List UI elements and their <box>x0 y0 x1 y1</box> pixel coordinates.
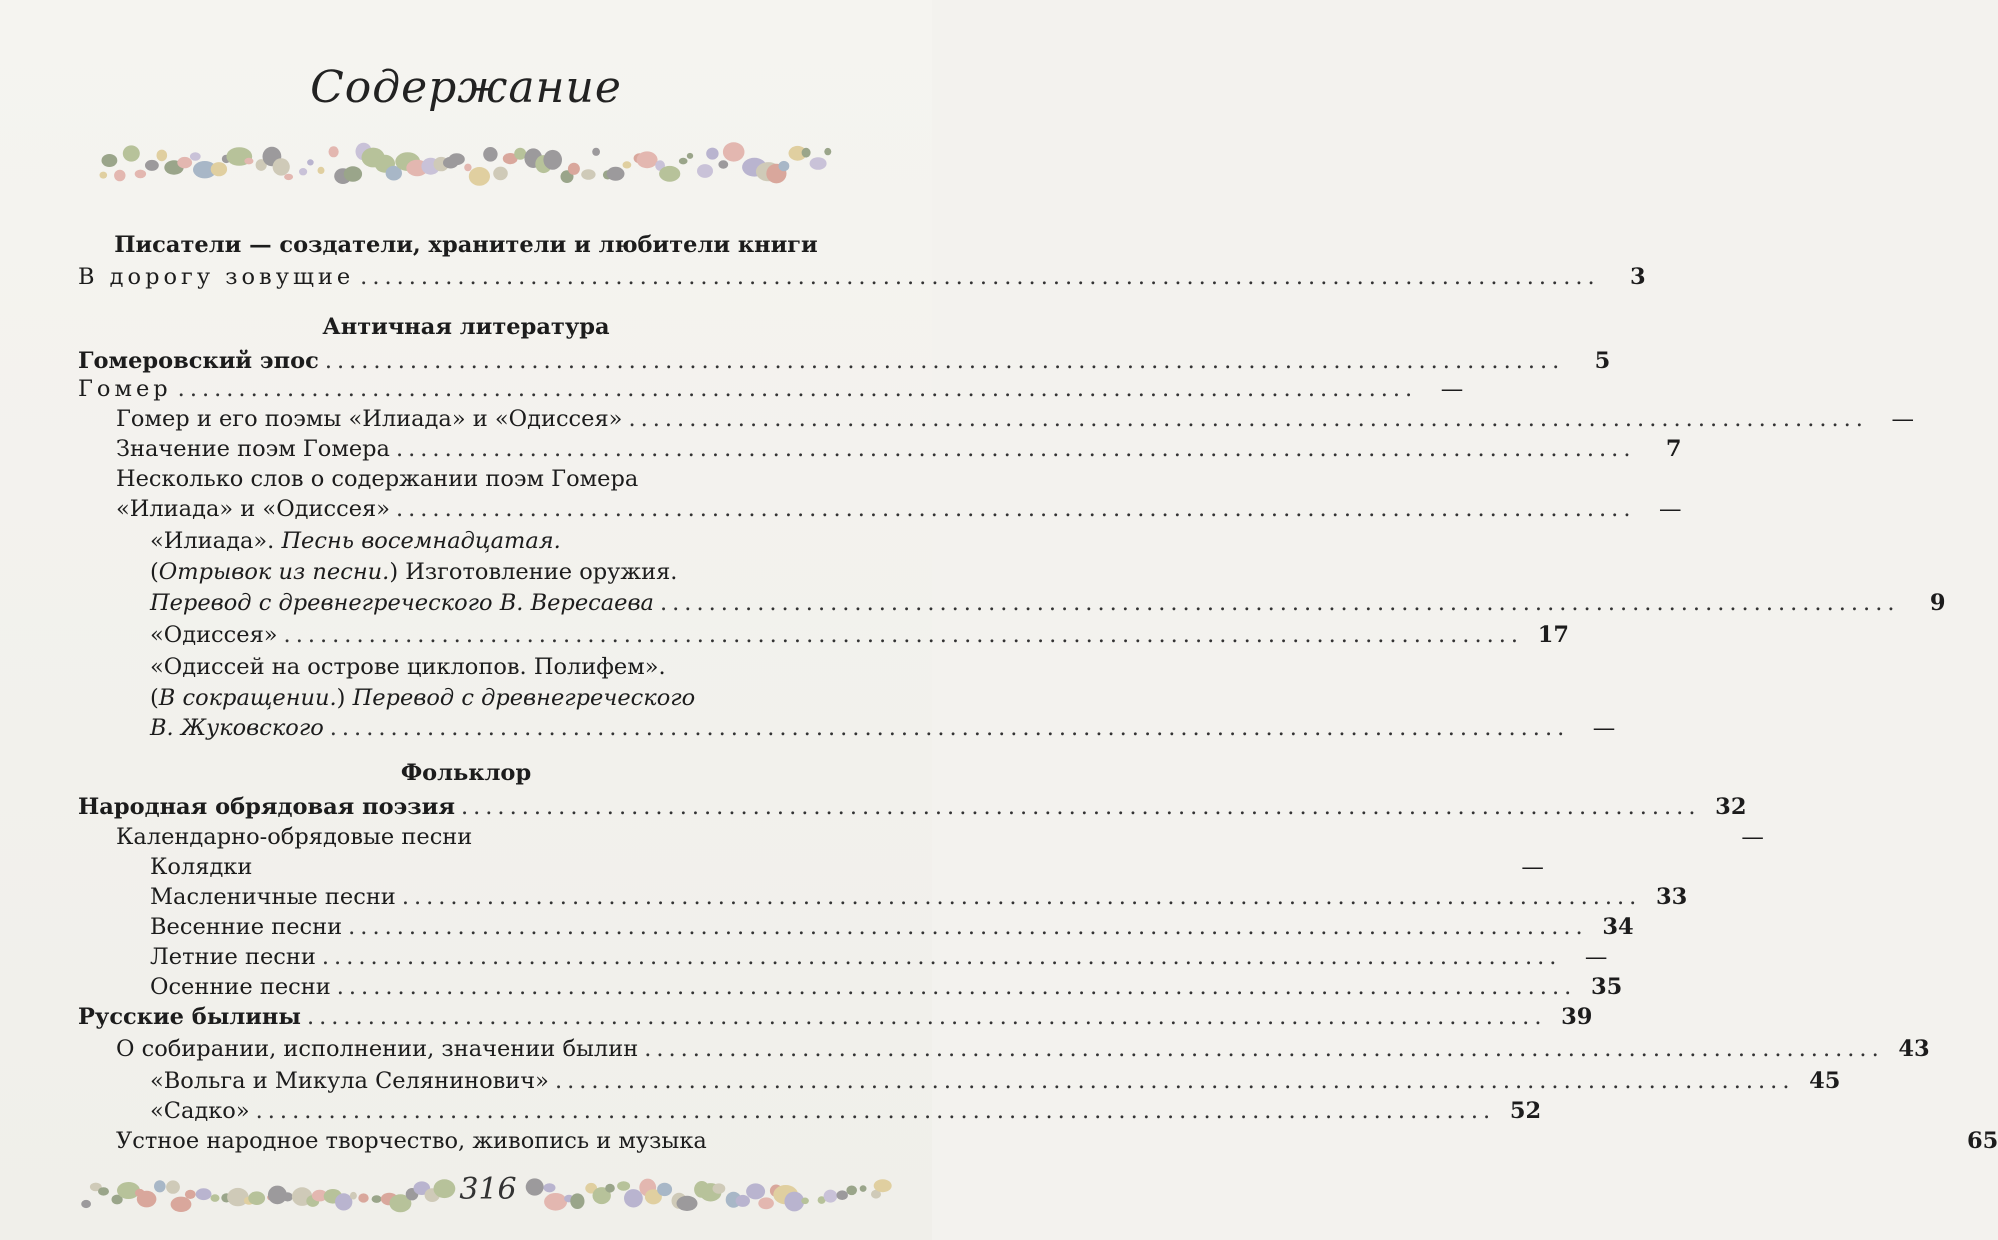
toc-entry-page: — <box>1592 715 1616 741</box>
toc-entry[interactable] <box>78 262 1646 292</box>
toc-entry-label-line <box>150 526 561 556</box>
ornament-dot <box>801 1198 809 1205</box>
ornament-dot <box>307 159 314 165</box>
leader-dots: ...................................................................................................... <box>336 974 1577 1000</box>
toc-entry-page: — <box>1891 406 1914 432</box>
toc-entry-label: «Вольга и Микула Селянинович» <box>150 1068 549 1094</box>
ornament-dot <box>544 1183 556 1192</box>
ornament-dot <box>544 1193 567 1211</box>
toc-entry-label: Календарно-обрядовые песни <box>116 824 473 850</box>
text-fragment: Песнь восемнадцатая. <box>281 528 561 554</box>
ornament-dot <box>723 142 745 161</box>
toc-entry-label: Гомер <box>78 376 172 402</box>
toc-entry[interactable] <box>150 882 1688 912</box>
toc-entry[interactable] <box>150 972 1623 1002</box>
toc-entry[interactable] <box>116 494 1682 524</box>
leader-dots: ...................................................................................................... <box>177 376 1418 402</box>
leader-dots: ...................................................................................................... <box>306 1004 1547 1030</box>
ornament-dot <box>335 1193 352 1210</box>
toc-entry[interactable] <box>116 434 1682 464</box>
toc-entry-label: О собирании, исполнении, значении былин <box>116 1036 639 1062</box>
dotted-ornament-bottom-left <box>78 1178 448 1212</box>
toc-entry-page: — <box>1440 376 1464 402</box>
toc-entry-page: 45 <box>1809 1068 1841 1094</box>
ornament-dot <box>211 162 227 176</box>
toc-entry-page: — <box>1741 824 1764 850</box>
ornament-dot <box>299 168 307 175</box>
ornament-dot <box>318 167 325 174</box>
section-heading: Фольклор <box>400 760 532 786</box>
ornament-dot <box>617 1181 630 1190</box>
leader-dots: ...................................................................................................... <box>329 715 1570 741</box>
text-fragment: В сокращении. <box>158 685 337 711</box>
ornament-dot <box>493 167 508 181</box>
ornament-dot <box>543 150 562 170</box>
leader-dots: ...................................................................................................... <box>395 496 1636 522</box>
ornament-dot <box>758 1197 774 1209</box>
ornament-dot <box>824 148 831 155</box>
ornament-dot <box>154 1180 166 1192</box>
toc-entry-label: Осенние песни <box>150 974 331 1000</box>
page-number: 316 <box>459 1172 517 1207</box>
ornament-dot <box>469 167 490 186</box>
ornament-dot <box>736 1195 750 1207</box>
ornament-dot <box>514 148 526 160</box>
toc-entry-page: 7 <box>1665 436 1682 462</box>
ornament-dot <box>677 1196 698 1211</box>
ornament-dot <box>358 1193 368 1202</box>
ornament-dot <box>659 166 680 182</box>
toc-entry[interactable] <box>150 852 1544 882</box>
ornament-dot <box>145 160 159 171</box>
ornament-dot <box>874 1179 892 1192</box>
toc-entry-page: 33 <box>1656 884 1688 910</box>
ornament-dot <box>860 1185 867 1192</box>
toc-entry[interactable] <box>78 374 1464 404</box>
toc-entry-page: — <box>1584 944 1608 970</box>
ornament-dot <box>483 147 497 162</box>
ornament-dot <box>190 152 201 161</box>
toc-entry-label: Народная обрядовая поэзия <box>78 794 455 820</box>
dotted-ornament-bottom-right <box>530 1178 890 1212</box>
toc-entry-page: 65 <box>1967 1128 1998 1154</box>
toc-entry[interactable] <box>116 822 1764 852</box>
ornament-dot <box>810 157 827 170</box>
toc-entry[interactable] <box>150 912 1634 942</box>
ornament-dot <box>746 1183 765 1199</box>
ornament-dot <box>449 153 465 165</box>
leader-dots: ...................................................................................................... <box>283 622 1524 648</box>
leader-dots: ...................................................................................................... <box>255 1098 1496 1124</box>
toc-entry-page: — <box>1658 496 1682 522</box>
ornament-dot <box>137 1191 157 1208</box>
ornament-dot <box>624 1189 643 1207</box>
toc-entry-label: Перевод с древнегреческого В. Вересаева <box>150 590 654 616</box>
ornament-dot <box>706 148 718 160</box>
dotted-ornament-top <box>95 140 835 188</box>
toc-entry-label: Летние песни <box>150 944 316 970</box>
ornament-dot <box>185 1190 196 1199</box>
toc-entry-page: 3 <box>1630 264 1646 290</box>
ornament-dot <box>605 1184 615 1193</box>
toc-entry-label: В дорогу зовущие <box>78 264 355 290</box>
toc-entry[interactable] <box>150 1066 1841 1096</box>
ornament-dot <box>568 163 580 175</box>
toc-entry-page: 35 <box>1590 974 1623 1000</box>
toc-entry-label: Гомеровский эпос <box>78 348 319 374</box>
ornament-dot <box>687 153 693 159</box>
toc-entry-page: 17 <box>1537 622 1570 648</box>
ornament-dot <box>284 174 293 180</box>
leader-dots: ...................................................................................................... <box>321 944 1562 970</box>
ornament-dot <box>713 1183 726 1193</box>
ornament-dot <box>637 151 658 168</box>
ornament-dot <box>570 1193 584 1209</box>
toc-entry-page: — <box>1521 854 1544 880</box>
ornament-dot <box>679 158 688 165</box>
toc-entry-label: Колядки <box>150 854 253 880</box>
section-heading: Античная литература <box>322 314 610 340</box>
leader-dots: ...................................................................................................... <box>628 406 1868 432</box>
leader-dots: ...................................................................................................... <box>401 884 1642 910</box>
toc-entry[interactable] <box>116 1126 1998 1156</box>
page-title: Содержание <box>310 62 622 113</box>
ornament-dot <box>350 1192 357 1200</box>
toc-entry-label: Русские былины <box>78 1004 301 1030</box>
ornament-dot <box>157 150 168 162</box>
ornament-dot <box>526 1178 544 1195</box>
ornament-dot <box>657 1183 672 1196</box>
leader-dots <box>478 822 1718 852</box>
ornament-dot <box>581 169 595 180</box>
section-heading: Писатели — создатели, хранители и любители книги <box>114 232 818 258</box>
toc-entry[interactable] <box>78 792 1747 822</box>
ornament-dot <box>802 148 811 158</box>
ornament-dot <box>171 1197 192 1212</box>
ornament-dot <box>114 170 125 182</box>
leader-dots <box>258 852 1498 882</box>
ornament-dot <box>784 1192 804 1212</box>
leader-dots: ...................................................................................................... <box>324 348 1565 374</box>
ornament-dot <box>344 166 362 181</box>
toc-entry-label-line <box>150 557 677 587</box>
ornament-dot <box>100 172 108 179</box>
text-fragment: Перевод с древнегреческого <box>352 685 696 711</box>
toc-entry-page: 32 <box>1715 794 1747 820</box>
toc-entry-page: 34 <box>1602 914 1634 940</box>
ornament-dot <box>718 160 728 168</box>
toc-entry-page: 39 <box>1561 1004 1593 1030</box>
ornament-dot <box>623 161 632 168</box>
ornament-dot <box>248 1191 265 1205</box>
toc-entry-label: Устное народное творчество, живопись и музыка <box>116 1128 707 1154</box>
toc-entry-page: 9 <box>1929 590 1946 616</box>
ornament-dot <box>607 167 625 181</box>
ornament-dot <box>135 170 146 179</box>
toc-entry-label: Гомер и его поэмы «Илиада» и «Одиссея» <box>116 406 623 432</box>
toc-entry-label: «Одиссея» <box>150 622 278 648</box>
leader-dots <box>713 1126 1953 1156</box>
toc-entry-label: «Садко» <box>150 1098 250 1124</box>
ornament-dot <box>697 164 713 178</box>
toc-entry[interactable] <box>150 1096 1542 1126</box>
ornament-dot <box>196 1188 212 1200</box>
ornament-dot <box>273 158 290 175</box>
ornament-dot <box>464 164 471 172</box>
toc-entry[interactable] <box>116 1034 1930 1064</box>
ornament-dot <box>372 1195 382 1203</box>
toc-entry-label-line: «Одиссей на острове циклопов. Полифем». <box>150 654 666 680</box>
leader-dots: ...................................................................................................... <box>395 436 1636 462</box>
leader-dots: ...................................................................................................... <box>644 1036 1884 1062</box>
toc-entry-label: «Илиада» и «Одиссея» <box>116 496 390 522</box>
toc-entry-page: 43 <box>1898 1036 1930 1062</box>
ornament-dot <box>102 154 118 167</box>
ornament-dot <box>592 148 600 156</box>
toc-entry-label: Значение поэм Гомера <box>116 436 390 462</box>
toc-entry[interactable] <box>78 1002 1593 1032</box>
text-fragment: Отрывок из песни. <box>158 559 390 585</box>
toc-entry[interactable] <box>78 346 1611 376</box>
ornament-dot <box>329 146 339 157</box>
ornament-dot <box>166 1180 180 1193</box>
text-fragment: «Илиада». <box>150 528 282 554</box>
toc-entry-page: 52 <box>1509 1098 1542 1124</box>
leader-dots: ...................................................................................................... <box>360 264 1600 290</box>
text-fragment: ( <box>150 559 159 585</box>
toc-entry[interactable] <box>150 942 1608 972</box>
text-fragment: ( <box>150 685 159 711</box>
text-fragment: ) <box>336 685 353 711</box>
leader-dots: ...................................................................................................... <box>659 590 1900 616</box>
text-fragment: ) Изготовление оружия. <box>389 559 678 585</box>
toc-entry-label: Масленичные песни <box>150 884 396 910</box>
toc-entry-label: В. Жуковского <box>150 715 324 741</box>
ornament-dot <box>244 158 253 165</box>
toc-entry[interactable] <box>150 713 1616 743</box>
ornament-dot <box>98 1187 109 1195</box>
toc-entry-label: Весенние песни <box>150 914 343 940</box>
toc-entry[interactable] <box>150 620 1570 650</box>
ornament-dot <box>123 145 140 161</box>
ornament-dot <box>177 157 192 168</box>
ornament-dot <box>824 1190 838 1203</box>
toc-entry-page: 5 <box>1594 348 1611 374</box>
ornament-dot <box>282 1192 293 1201</box>
ornament-dot <box>837 1190 848 1200</box>
leader-dots: ...................................................................................................... <box>348 914 1588 940</box>
toc-entry[interactable] <box>116 404 1914 434</box>
ornament-dot <box>779 161 790 171</box>
ornament-dot <box>81 1200 91 1208</box>
leader-dots: ...................................................................................................... <box>460 794 1701 820</box>
toc-entry-label-line: Несколько слов о содержании поэм Гомера <box>116 466 639 492</box>
ornament-dot <box>846 1186 857 1196</box>
ornament-dot <box>211 1194 220 1202</box>
toc-entry-label-line <box>150 683 695 713</box>
toc-entry[interactable] <box>150 588 1946 618</box>
leader-dots: ...................................................................................................... <box>554 1068 1795 1094</box>
